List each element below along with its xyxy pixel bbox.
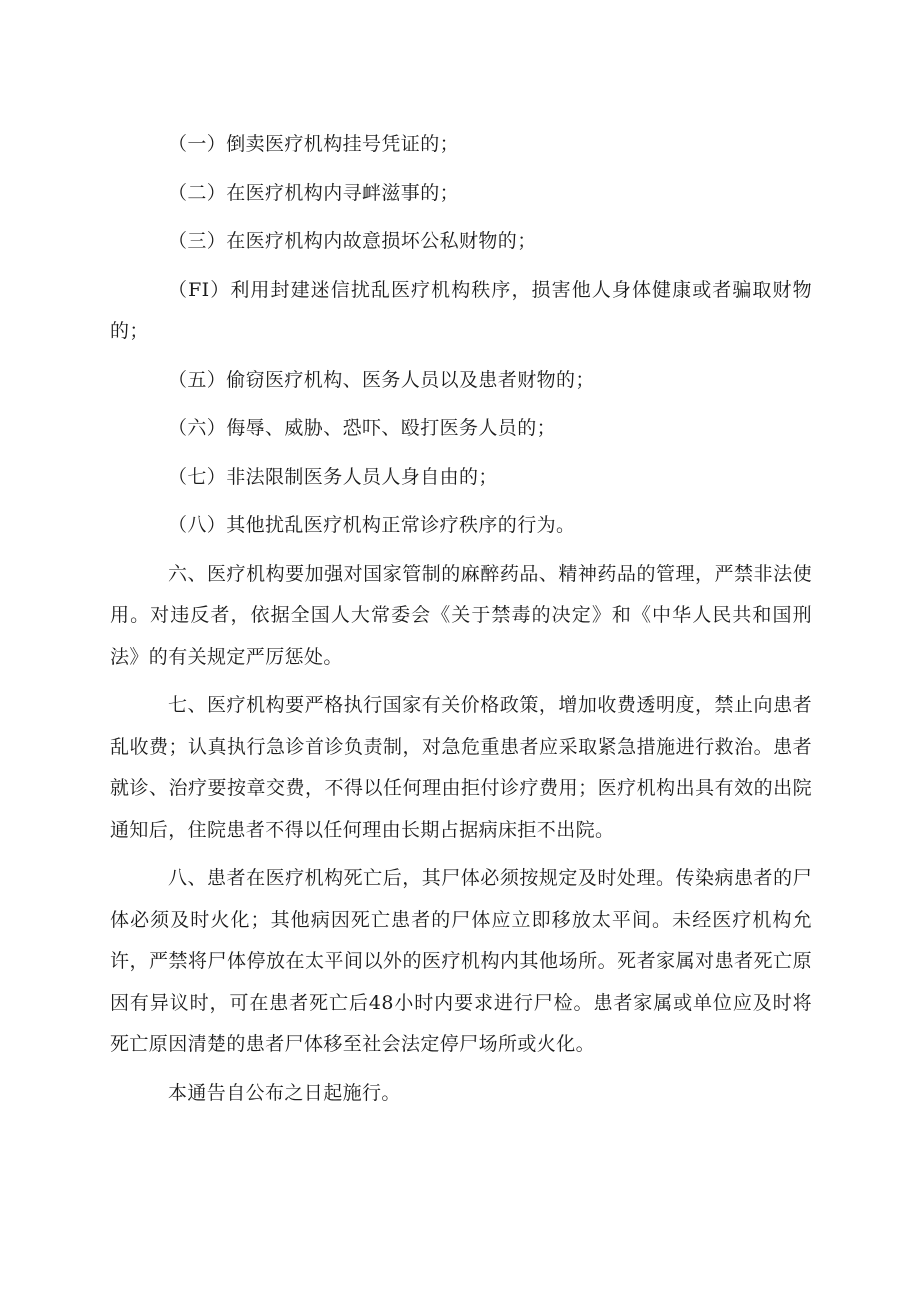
list-item: （八）其他扰乱医疗机构正常诊疗秩序的行为。 — [168, 514, 576, 536]
section-eight-paragraph: 八、患者在医疗机构死亡后，其尸体必须按规定及时处理。传染病患者的尸体必须及时火化；其他病因死亡患者的尸体应立即移放太平间。未经医疗机构允许，严禁将尸体停放在太平间以外的医疗机构内其他场所。死者家属对患者死亡原因有异议时，可在患者死亡后48小时内要求进行尸检。患者家属或单位应及时将死亡原因清楚的患者尸体移至社会法定停尸场所或火化。 — [110, 867, 812, 1055]
section-seven-paragraph: 七、医疗机构要严格执行国家有关价格政策，增加收费透明度，禁止向患者乱收费；认真执行急诊首诊负责制，对急危重患者应采取紧急措施进行救治。患者就诊、治疗要按章交费，不得以任何理由拒付诊疗费用；医疗机构出具有效的出院通知后，住院患者不得以任何理由长期占据病床拒不出院。 — [110, 694, 812, 841]
list-item: （一）倒卖医疗机构挂号凭证的； — [168, 133, 460, 155]
section-six-paragraph: 六、医疗机构要加强对国家管制的麻醉药品、精神药品的管理，严禁非法使用。对违反者，依据全国人大常委会《关于禁毒的决定》和《中华人民共和国刑法》的有关规定严厉惩处。 — [110, 562, 812, 668]
list-item: （五）偷窃医疗机构、医务人员以及患者财物的； — [168, 368, 595, 391]
list-item: （二）在医疗机构内寻衅滋事的； — [168, 181, 460, 204]
list-item: （FI）利用封建迷信扰乱医疗机构秩序，损害他人身体健康或者骗取财物的； — [110, 278, 812, 342]
list-item: （三）在医疗机构内故意损坏公私财物的； — [168, 230, 537, 252]
document-page — [110, 124, 812, 1114]
violation-list — [110, 124, 812, 547]
list-item: （七）非法限制医务人员人身自由的； — [168, 465, 498, 488]
list-item: （六）侮辱、威胁、恐吓、殴打医务人员的； — [168, 417, 557, 439]
closing-paragraph: 本通告自公布之日起施行。 — [168, 1081, 401, 1104]
